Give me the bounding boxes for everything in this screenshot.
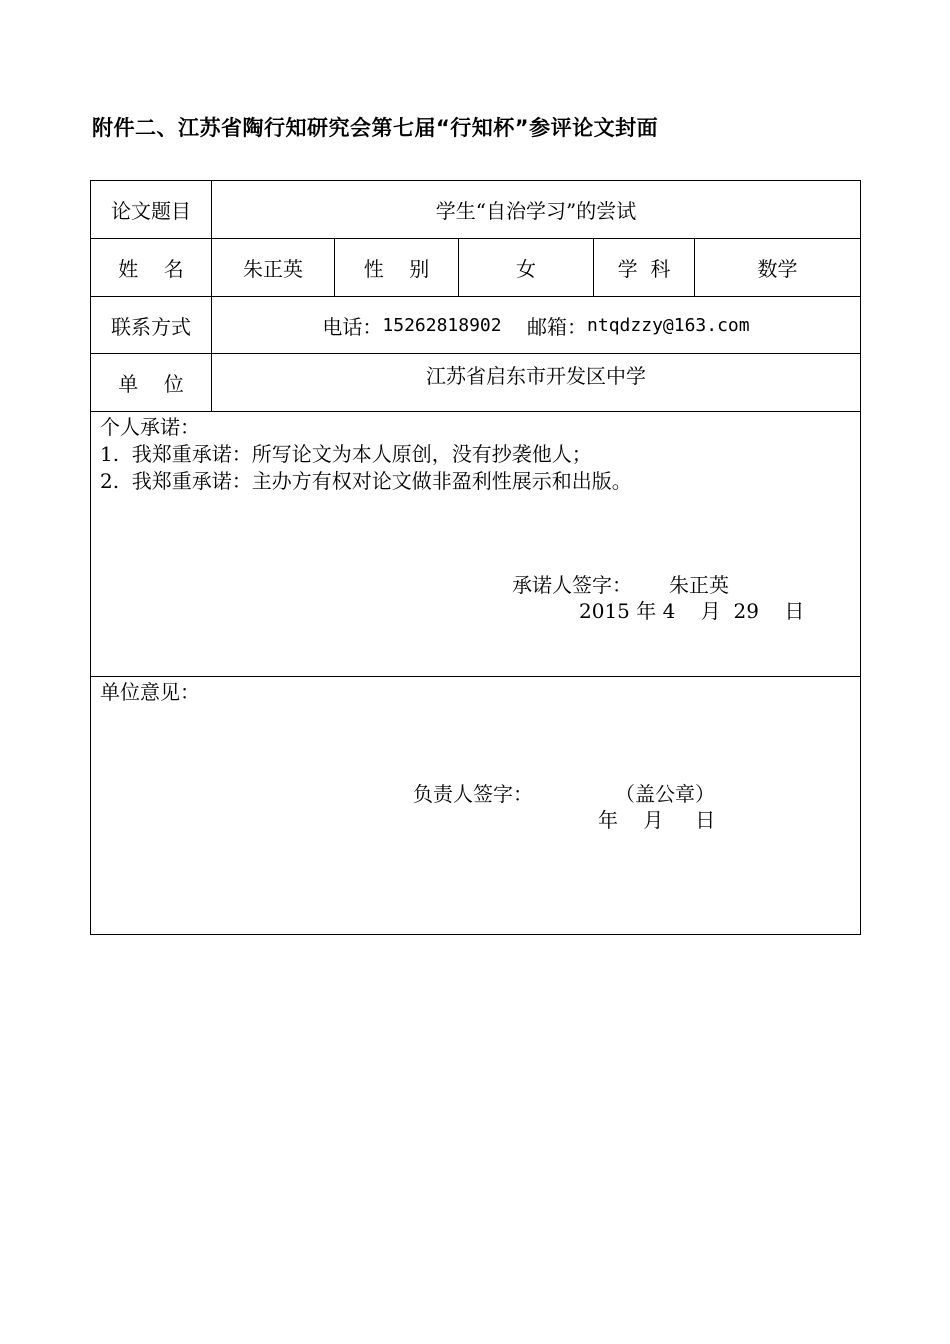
opinion-heading: 单位意见： (100, 680, 200, 704)
opinion-section (91, 677, 860, 934)
gender-label: 性 别 (335, 239, 459, 296)
paper-title-label: 论文题目 (91, 181, 212, 238)
name-value: 朱正英 (212, 239, 335, 296)
unit-label: 单 位 (91, 354, 212, 411)
promise-heading: 个人承诺： (100, 415, 200, 439)
contact-row (91, 297, 860, 354)
promise-section (91, 412, 860, 677)
subject-label: 学 科 (594, 239, 695, 296)
paper-title-value: 学生“自治学习”的尝试 (435, 199, 637, 223)
promise-item-2: 2. 我郑重承诺：主办方有权对论文做非盈利性展示和出版。 (100, 469, 632, 493)
person-row (91, 239, 860, 297)
seal-note: （盖公章） (615, 782, 715, 806)
page-title: 附件二、江苏省陶行知研究会第七届“行知杯”参评论文封面 (92, 116, 659, 140)
phone-label: 电话： (322, 314, 383, 339)
opinion-date: 年 月 日 (598, 808, 716, 832)
promise-signer-label: 承诺人签字： (512, 573, 632, 597)
promise-signer-name: 朱正英 (669, 573, 729, 597)
unit-value: 江苏省启东市开发区中学 (426, 364, 646, 388)
name-label: 姓 名 (91, 239, 212, 296)
phone-value: 15262818902 (382, 314, 502, 336)
contact-value (212, 297, 860, 353)
subject-value: 数学 (757, 257, 798, 281)
cover-form (90, 180, 861, 935)
promise-date: 2015 年 4 月 29 日 (579, 599, 805, 623)
contact-label: 联系方式 (91, 297, 212, 353)
unit-row (91, 354, 860, 412)
gender-value: 女 (459, 239, 594, 296)
paper-title-row (91, 181, 860, 239)
opinion-signer-label: 负责人签字： (413, 782, 533, 806)
email-value: ntqdzzy@163.com (587, 314, 750, 336)
promise-item-1: 1. 我郑重承诺：所写论文为本人原创，没有抄袭他人； (100, 442, 592, 466)
email-label: 邮箱： (527, 314, 588, 339)
